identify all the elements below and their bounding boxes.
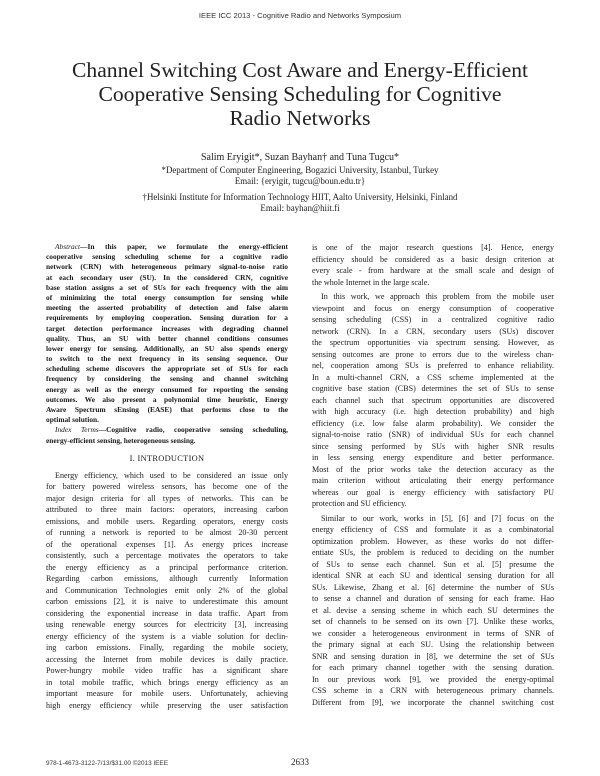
intro-paragraph: [46, 470, 288, 712]
abstract-line: of minimizing the total energy consumption for sensing while: [46, 292, 288, 302]
index-terms-line: Index Terms—Cognitive radio, cooperative sensing scheduling,: [55, 425, 288, 435]
body-line: identical SNR at each SU and identical sensing duration for all: [312, 571, 554, 580]
left-column: [46, 242, 288, 711]
abstract-line: network (CRN) with heterogeneous primary signal-to-noise ratio: [46, 262, 288, 272]
copyright-footer: 978-1-4673-3122-7/13/$31.00 ©2013 IEEE: [46, 760, 168, 767]
body-line: considering the exponential increase in data traffic. Apart from: [46, 608, 288, 618]
body-line: of running a network is reported to be almost 20-30 percent: [46, 528, 288, 538]
body-line: for battery powered wireless sensors, has become one of the: [46, 482, 288, 492]
title-line: Cooperative Sensing Scheduling for Cognitive: [98, 82, 502, 106]
body-line: et al. devise a sensing scheme in which each SU determines the: [312, 605, 554, 615]
body-line: energy efficiency of CSS and formulate it as a combinatorial: [312, 525, 554, 534]
abstract-line: requirements by employing cooperation. Sensing duration for a: [46, 313, 288, 323]
body-line: the spectrum opportunities via spectrum sensing. However, as: [312, 338, 554, 347]
body-line: In our previous work [9], we provided the energy-optimal: [312, 674, 554, 684]
body-line: in less sensing energy expenditure and better performance.: [312, 453, 554, 462]
abstract-line: Abstract—In this paper, we formulate the energy-efficient: [55, 242, 288, 251]
body-line: the energy efficiency as a principal performance criterion.: [46, 562, 288, 572]
body-line: cognitive base station (CBS) determines the set of SUs to sense: [312, 384, 554, 393]
affiliation-1: *Department of Computer Engineering, Bogazici University, Istanbul, Turkey: [161, 165, 439, 175]
body-line: SNR and sensing duration in [8], we determine the set of SUs: [312, 651, 554, 661]
body-line: energy efficiency of the system is a viable solution for declin-: [46, 631, 288, 641]
body-line: each channel such that spectrum opportunities are discovered: [312, 395, 554, 405]
title-line: Radio Networks: [229, 106, 371, 130]
body-line: carbon emissions [2], it is naive to underestimate this amount: [46, 597, 288, 607]
body-line: consistently, such a percentage motivates the operators to take: [46, 551, 288, 561]
body-line: Most of the prior works take the detection accuracy as the: [312, 464, 554, 474]
body-line: Regarding carbon emissions, although currently Information: [46, 574, 288, 584]
abstract-line: base station assigns a set of SUs for each frequency with the aim: [46, 282, 288, 292]
body-line: in total mobile traffic, which brings energy efficiency as an: [46, 677, 288, 687]
email-1: Email: {eryigit, tugcu@boun.edu.tr}: [234, 176, 366, 186]
index-terms-label: Index Terms: [55, 425, 99, 435]
title-line: Channel Switching Cost Aware and Energy-Efficient: [72, 58, 528, 82]
abstract-line: at each secondary user (SU). In the considered CRN, cognitive: [46, 272, 288, 282]
paper-title: [50, 58, 550, 130]
email-2: Email: bayhan@hiit.fi: [260, 203, 340, 213]
conference-header: IEEE ICC 2013 - Cognitive Radio and Networks Symposium: [198, 11, 402, 20]
section-heading: I. INTRODUCTION: [129, 453, 205, 463]
affiliation-2: †Helsinki Institute for Information Technology HIIT, Aalto University, Helsinki, Finland: [142, 192, 458, 202]
abstract-line: lower energy for sensing. Additionally, an SU also spends energy: [46, 343, 288, 353]
abstract-line: to switch to the next frequency in its sensing sequence. Our: [46, 354, 288, 364]
body-line: optimization problem. However, as these works do not differ-: [312, 536, 554, 546]
body-line: sensing outcomes are prone to errors due to the wireless chan-: [312, 349, 554, 359]
body-line: In this work, we approach this problem from the mobile user: [321, 292, 554, 301]
body-line: with high accuracy (i.e. high detection probability) and high: [312, 407, 554, 416]
body-line: accessing the Internet from mobile devices is daily practice.: [46, 654, 288, 664]
abstract-line: quality. Thus, an SU with better channel conditions consumes: [46, 333, 288, 343]
body-line: for each primary channel together with the sensing duration.: [312, 663, 554, 672]
body-line: protection and SU efficiency.: [312, 499, 407, 508]
paragraph: [312, 242, 554, 288]
body-line: and Communication Technologies emit only 2% of the global: [46, 585, 288, 595]
body-line: sensing scheduling (CSS) in a centralized cognitive radio: [312, 315, 554, 324]
body-line: emissions, and mobile users. Regarding operators, energy costs: [46, 516, 288, 526]
body-line: viewpoint and focus on energy consumption of cooperative: [312, 303, 554, 313]
abstract-line: outcomes. We also present a polynomial time heuristic, Energy: [46, 394, 288, 404]
body-line: main criterion without articulating their energy performance: [312, 476, 554, 485]
body-line: high energy efficiency while preserving the user satisfaction: [46, 700, 288, 710]
body-line: the whole Internet in the large scale.: [312, 277, 430, 287]
paragraph: [312, 291, 554, 510]
abstract-line: frequency by considering the sensing and channel switching: [46, 374, 288, 384]
body-line: Similar to our work, works in [5], [6] and [7] focus on the: [321, 513, 554, 523]
body-line: signal-to-noise ratio (SNR) of individual SUs for each channel: [312, 430, 554, 439]
body-line: to sense a channel and duration of sensing for each frame. Hao: [312, 594, 554, 603]
page-number: 2633: [291, 757, 309, 767]
abstract-line: scheduling scheme discovers the appropriate set of SUs for each: [46, 364, 288, 374]
abstract-line: optimal solution.: [46, 415, 99, 425]
body-line: Different from [9], we incorporate the channel switching cost: [312, 697, 554, 707]
body-line: set of channels to be sensed on its own [7]. Unlike these works,: [312, 617, 554, 626]
body-line: we consider a heterogeneous environment in terms of SNR of: [312, 628, 554, 638]
author-names: Salim Eryigit*, Suzan Bayhan† and Tuna Tugcu*: [200, 152, 400, 163]
body-line: efficiency (i.e. low false alarm probability). We consider the: [312, 418, 554, 428]
body-line: attributed to three main factors: operators, increasing carbon: [46, 505, 288, 515]
body-line: major design criteria for all types of networks. This can be: [46, 493, 288, 503]
body-line: since sensing performed by SUs with higher SNR results: [312, 441, 554, 451]
abstract-line: meeting the asserted probability of detection and false alarm: [46, 303, 288, 313]
body-line: the primary signal at each SU. Using the relationship between: [312, 640, 554, 649]
paragraph: [312, 513, 554, 709]
body-line: SUs. Likewise, Zhang et al. [6] determine the number of SUs: [312, 582, 554, 592]
body-line: ing carbon emissions. Finally, regarding the mobile society,: [46, 643, 288, 653]
body-line: CSS scheme in a CRN with heterogeneous primary channels.: [312, 686, 554, 695]
abstract: [46, 242, 288, 446]
abstract-line: energy as well as the energy consumed for reporting the sensing: [46, 384, 288, 394]
right-column: [312, 242, 554, 708]
body-line: of the operational expenses [1]. As energy prices increase: [46, 539, 288, 549]
body-line: efficiency should be considered as a basic design criterion at: [312, 254, 554, 264]
body-line: Power-hungry mobile video traffic has a significant share: [46, 666, 288, 676]
body-line: whereas our goal is energy efficiency with satisfactory PU: [312, 487, 554, 497]
body-line: every scale - from hardware at the small scale and design of: [312, 266, 554, 275]
author-block: [0, 152, 600, 214]
index-terms-line: energy-efficient sensing, heterogeneous sensing.: [46, 435, 196, 445]
abstract-label: Abstract: [55, 242, 81, 251]
abstract-line: target detection performance increases with degrading channel: [46, 323, 288, 333]
body-line: of SUs to sense each channel. Sun et al. [5] presume the: [312, 559, 554, 569]
body-line: nel, cooperation among SUs is preferred to enhance reliability.: [312, 361, 554, 370]
body-line: In a multi-channel CRN, a CSS scheme implemented at the: [312, 372, 554, 382]
body-line: entiate SUs, the problem is reduced to deciding on the number: [312, 548, 554, 557]
body-line: is one of the major research questions [4]. Hence, energy: [312, 243, 554, 252]
abstract-line: cooperative sensing scheduling scheme for a cognitive radio: [46, 252, 288, 262]
body-line: important measure for mobile users. Unfortunately, achieving: [46, 689, 288, 699]
body-line: using renewable energy sources for electricity [3], increasing: [46, 620, 288, 630]
abstract-line: Aware Spectrum sEnsing (EASE) that performs close to the: [46, 405, 288, 414]
body-line: Energy efficiency, which used to be considered an issue only: [55, 470, 288, 480]
body-line: network (CRN). In a CRN, secondary users (SUs) discover: [312, 326, 554, 336]
